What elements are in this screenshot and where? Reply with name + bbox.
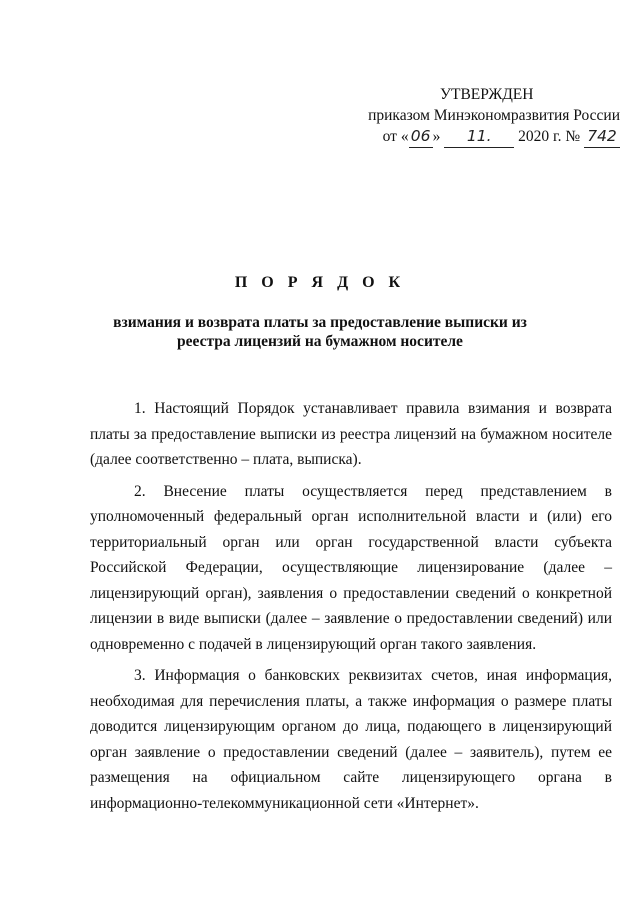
year-text: 2020 г. № [518,128,581,145]
paragraph-3: 3. Информация о банковских реквизитах счетов, иная информация, необходимая для перечисления платы, а также информация о размере платы доводится лицензирующим органом до лица, подающего в лицензирующий орган заявление о предоставлении сведений (далее – заявитель), путем ее размещения на официальном сайте лицензирующего органа в информационно-телекоммуникационной сети «Интернет». [90,667,612,812]
approval-title: УТВЕРЖДЕН [440,86,534,103]
document-title: П О Р Я Д О К [234,274,406,291]
document-body [90,396,612,816]
date-prefix: от « [382,128,409,145]
approval-issuer: приказом Минэкономразвития России [368,107,620,124]
date-suffix: » [432,128,441,145]
paragraph-1: 1. Настоящий Порядок устанавливает правила взимания и возврата платы за предоставление выписки из реестра лицензий на бумажном носителе (далее соответственно – плата, выписка). [90,400,612,468]
handwritten-day: 06 [409,126,433,148]
handwritten-order-number: 742 [584,126,620,148]
paragraph-2: 2. Внесение платы осуществляется перед представлением в уполномоченный федеральный орган исполнительной власти и (или) его территориальный орган или орган государственной власти субъекта Российской Федерации, осуществляющие лицензирование (далее – лицензирующий орган), заявления о предоставлении сведений о конкретной лицензии в виде выписки (далее – заявление о предоставлении сведений) или одновременно с подачей в лицензирующий орган такого заявления. [90,482,612,653]
approval-date-line [360,126,620,148]
handwritten-month: 11. [444,126,514,148]
approval-block [360,84,620,148]
document-subtitle: взимания и возврата платы за предоставление выписки из реестра лицензий на бумажном носителе [113,314,527,350]
